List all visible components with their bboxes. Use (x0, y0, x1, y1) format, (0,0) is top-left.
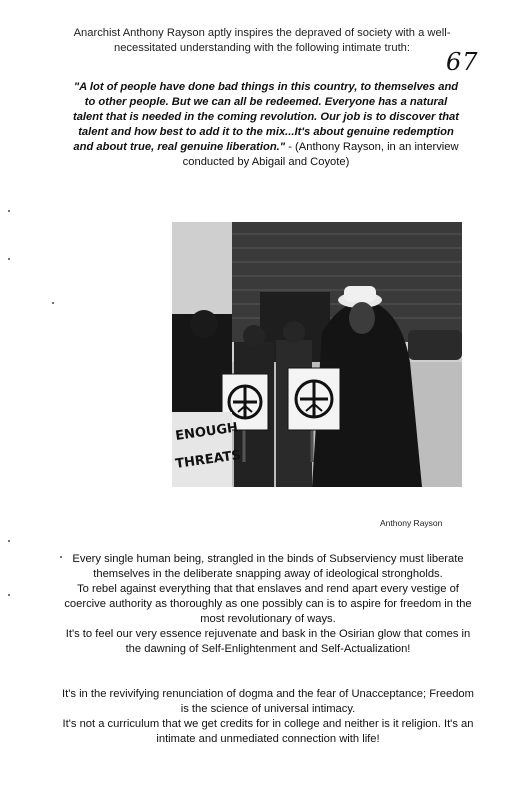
quote-block (72, 80, 460, 170)
photo-caption: Anthony Rayson (380, 518, 443, 528)
scan-speck (8, 210, 10, 212)
intro-text: Anarchist Anthony Rayson aptly inspires the depraved of society with a well-necessitated understanding with the following intimate truth: (73, 27, 451, 54)
paragraph: To rebel against everything that that enslaves and rend apart every vestige of coercive authority as thoroughly as one possibly can is to aspire for freedom in the most revolutionary of ways. (64, 583, 472, 625)
paragraph: It's to feel our very essence rejuvenate and bask in the Osirian glow that comes in the dawning of Self-Enlightenment and Self-Actualization! (65, 628, 471, 655)
scan-speck (60, 556, 62, 558)
sign-text-1: ENOUGH (174, 420, 239, 444)
quote-attribution: - (Anthony Rayson, in an interview conducted by Abigail and Coyote) (182, 141, 459, 168)
scan-speck (8, 258, 10, 260)
body-text (58, 552, 478, 747)
quote-text: "A lot of people have done bad things in this country, to themselves and to other people. But we can all be redeemed. Everyone has a natural talent that is needed in the coming revolution. Our job is to discover that talent and how best to add it to the mix...It's about genuine redemption and about true, real genuine liberation." (72, 81, 459, 153)
scan-speck (8, 540, 10, 542)
paragraph: Every single human being, strangled in the binds of Subserviency must liberate themselves in the deliberate snapping away of ideological strongholds. (72, 553, 464, 580)
sign-text-2: THREATS (174, 447, 242, 472)
paragraph-spacer (58, 657, 478, 687)
protest-photo-illustration (172, 222, 462, 487)
paragraph: It's not a curriculum that we get credits for in college and neither is it religion. It's an intimate and unmediated connection with life! (62, 718, 474, 745)
protest-photo (172, 222, 462, 487)
page-number: 67 (446, 48, 479, 76)
scan-speck (8, 594, 10, 596)
scan-speck (52, 302, 54, 304)
paragraph: It's in the revivifying renunciation of dogma and the fear of Unacceptance; Freedom is the science of universal intimacy. (62, 688, 474, 715)
